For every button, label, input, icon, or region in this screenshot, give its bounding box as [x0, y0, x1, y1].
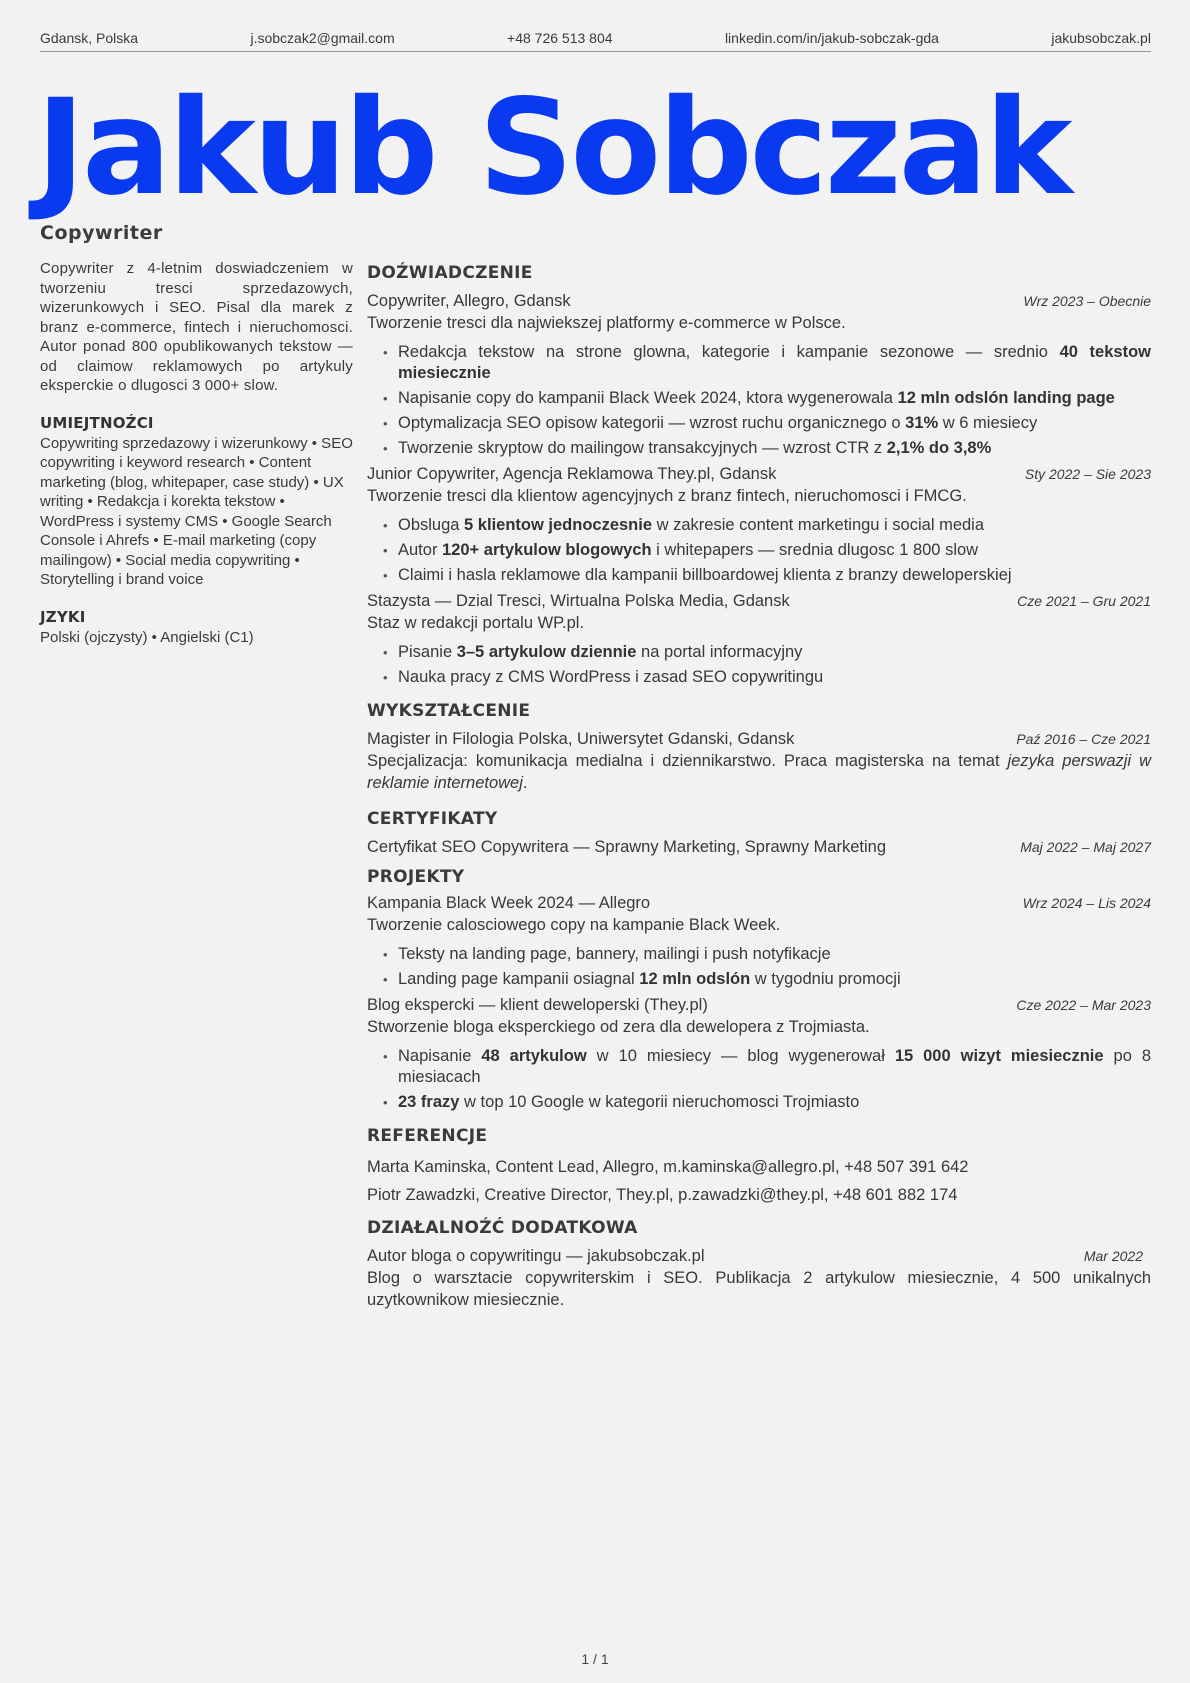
projects-heading: PROJEKTY	[367, 867, 465, 887]
job-achievements	[383, 642, 1151, 688]
contact-location: Gdansk, Polska	[40, 30, 139, 46]
list-item: • Napisanie copy do kampanii Black Week 2024, ktora wygenerowala 12 mln odslón landing page	[383, 388, 1151, 409]
project-title: Blog ekspercki — klient deweloperski (They.pl)	[367, 996, 708, 1014]
job-date: Sty 2022 – Sie 2023	[1024, 466, 1151, 482]
education-description: Specjalizacja: komunikacja medialna i dziennikarstwo. Praca magisterska na temat jezyka perswazji w reklamie internetowej.	[367, 752, 1151, 792]
list-item: • Obsluga 5 klientow jednoczesnie w zakresie content marketingu i social media	[383, 515, 1151, 536]
certificate-title: Certyfikat SEO Copywritera — Sprawny Marketing, Sprawny Marketing	[367, 838, 887, 856]
certificate-entry	[367, 836, 1151, 858]
job-date: Wrz 2023 – Obecnie	[1023, 293, 1151, 309]
left-column	[40, 259, 353, 647]
languages-heading: JZYKI	[40, 607, 86, 626]
job-achievements	[383, 515, 1151, 586]
job-title: Stazysta — Dzial Tresci, Wirtualna Polska Media, Gdansk	[367, 592, 790, 610]
contact-email[interactable]: j.sobczak2@gmail.com	[250, 30, 395, 46]
activities-heading: DZIAŁALNOŹĆ DODATKOWA	[367, 1218, 638, 1238]
project-description: Stworzenie bloga eksperckiego od zera dla dewelopera z Trojmiasta.	[367, 1018, 870, 1036]
project-entry	[367, 892, 1151, 990]
activity-date: Mar 2022	[1083, 1248, 1143, 1264]
list-item: • Optymalizacja SEO opisow kategorii — wzrost ruchu organicznego o 31% w 6 miesiecy	[383, 413, 1151, 434]
certificate-date: Maj 2022 – Maj 2027	[1020, 839, 1151, 855]
education-title: Magister in Filologia Polska, Uniwersytet Gdanski, Gdansk	[367, 730, 795, 748]
project-date: Cze 2022 – Mar 2023	[1016, 997, 1151, 1013]
job-title: Junior Copywriter, Agencja Reklamowa They.pl, Gdansk	[367, 465, 777, 483]
job-entry	[367, 590, 1151, 688]
list-item: • Napisanie 48 artykulow w 10 miesiecy — blog wygenerował 15 000 wizyt miesiecznie po 8 miesiacach	[383, 1046, 1151, 1088]
education-entry	[367, 728, 1151, 794]
job-achievements	[383, 342, 1151, 459]
reference-item: Piotr Zawadzki, Creative Director, They.pl, p.zawadzki@they.pl, +48 601 882 174	[367, 1186, 958, 1204]
activity-entry	[367, 1245, 1151, 1311]
list-item: • Claimi i hasla reklamowe dla kampanii billboardowej klienta z branzy deweloperskiej	[383, 565, 1151, 586]
project-title: Kampania Black Week 2024 — Allegro	[367, 894, 651, 912]
contact-bar	[40, 30, 1151, 52]
project-entry	[367, 994, 1151, 1113]
job-date: Cze 2021 – Gru 2021	[1017, 593, 1151, 609]
candidate-role: Copywriter	[40, 222, 163, 244]
list-item: • Teksty na landing page, bannery, mailingi i push notyfikacje	[383, 944, 1151, 965]
skills-heading: UMIEJTNOŹCI	[40, 413, 154, 432]
list-item: • Tworzenie skryptow do mailingow transakcyjnych — wzrost CTR z 2,1% do 3,8%	[383, 438, 1151, 459]
reference-item: Marta Kaminska, Content Lead, Allegro, m.kaminska@allegro.pl, +48 507 391 642	[367, 1158, 969, 1176]
summary: Copywriter z 4-letnim doswiadczeniem w tworzeniu tresci sprzedazowych, wizerunkowych i SEO. Pisal dla marek z branz e-commerce, fintech i nieruchomosci. Autor ponad 800 opublikowanych tekstow — od claimow reklamowych po artykuly eksperckie o dlugosci 3 000+ slow.	[40, 260, 353, 394]
project-achievements	[383, 944, 1151, 990]
list-item: • Nauka pracy z CMS WordPress i zasad SEO copywritingu	[383, 667, 1151, 688]
job-description: Tworzenie tresci dla klientow agencyjnych z branz fintech, nieruchomosci i FMCG.	[367, 487, 967, 505]
job-description: Staz w redakcji portalu WP.pl.	[367, 614, 585, 632]
contact-linkedin[interactable]: linkedin.com/in/jakub-sobczak-gda	[724, 30, 939, 46]
experience-heading: DOŹWIADCZENIE	[367, 263, 533, 283]
list-item: • Pisanie 3–5 artykulow dziennie na portal informacyjny	[383, 642, 1151, 663]
project-description: Tworzenie calosciowego copy na kampanie Black Week.	[367, 916, 781, 934]
list-item: • Autor 120+ artykulow blogowych i whitepapers — srednia dlugosc 1 800 slow	[383, 540, 1151, 561]
activity-title: Autor bloga o copywritingu — jakubsobczak.pl	[367, 1247, 705, 1265]
candidate-name: Jakub Sobczak	[36, 71, 1070, 225]
certificates-heading: CERTYFIKATY	[367, 809, 498, 829]
list-item: • Redakcja tekstow na strone glowna, kategorie i kampanie sezonowe — srednio 40 tekstow miesiecznie	[383, 342, 1151, 384]
job-entry	[367, 463, 1151, 586]
job-description: Tworzenie tresci dla najwiekszej platformy e-commerce w Polsce.	[367, 314, 846, 332]
list-item: • 23 frazy w top 10 Google w kategorii nieruchomosci Trojmiasto	[383, 1092, 1151, 1113]
project-date: Wrz 2024 – Lis 2024	[1022, 895, 1151, 911]
skills-list: Copywriting sprzedazowy i wizerunkowy • SEO copywriting i keyword research • Content marketing (blog, whitepaper, case study) • UX writing • Redakcja i korekta tekstow • WordPress i systemy CMS • Google Search Console i Ahrefs • E-mail marketing (copy mailingow) • Social media copywriting • Storytelling i brand voice	[40, 434, 353, 588]
references-heading: REFERENCJE	[367, 1126, 488, 1146]
list-item: • Landing page kampanii osiagnal 12 mln odslón w tygodniu promocji	[383, 969, 1151, 990]
right-column	[367, 262, 1151, 1311]
page-number: 1 / 1	[581, 1651, 609, 1667]
job-title: Copywriter, Allegro, Gdansk	[367, 292, 571, 310]
contact-phone[interactable]: +48 726 513 804	[507, 30, 613, 46]
activity-description: Blog o warsztacie copywriterskim i SEO. Publikacja 2 artykulow miesiecznie, 4 500 unikalnych uzytkownikow miesiecznie.	[367, 1269, 1151, 1309]
job-entry	[367, 290, 1151, 459]
languages-list: Polski (ojczysty) • Angielski (C1)	[40, 628, 254, 646]
project-achievements	[383, 1046, 1151, 1113]
education-heading: WYKSZTAŁCENIE	[367, 701, 531, 721]
contact-website[interactable]: jakubsobczak.pl	[1051, 30, 1151, 46]
education-date: Paź 2016 – Cze 2021	[1016, 731, 1151, 747]
